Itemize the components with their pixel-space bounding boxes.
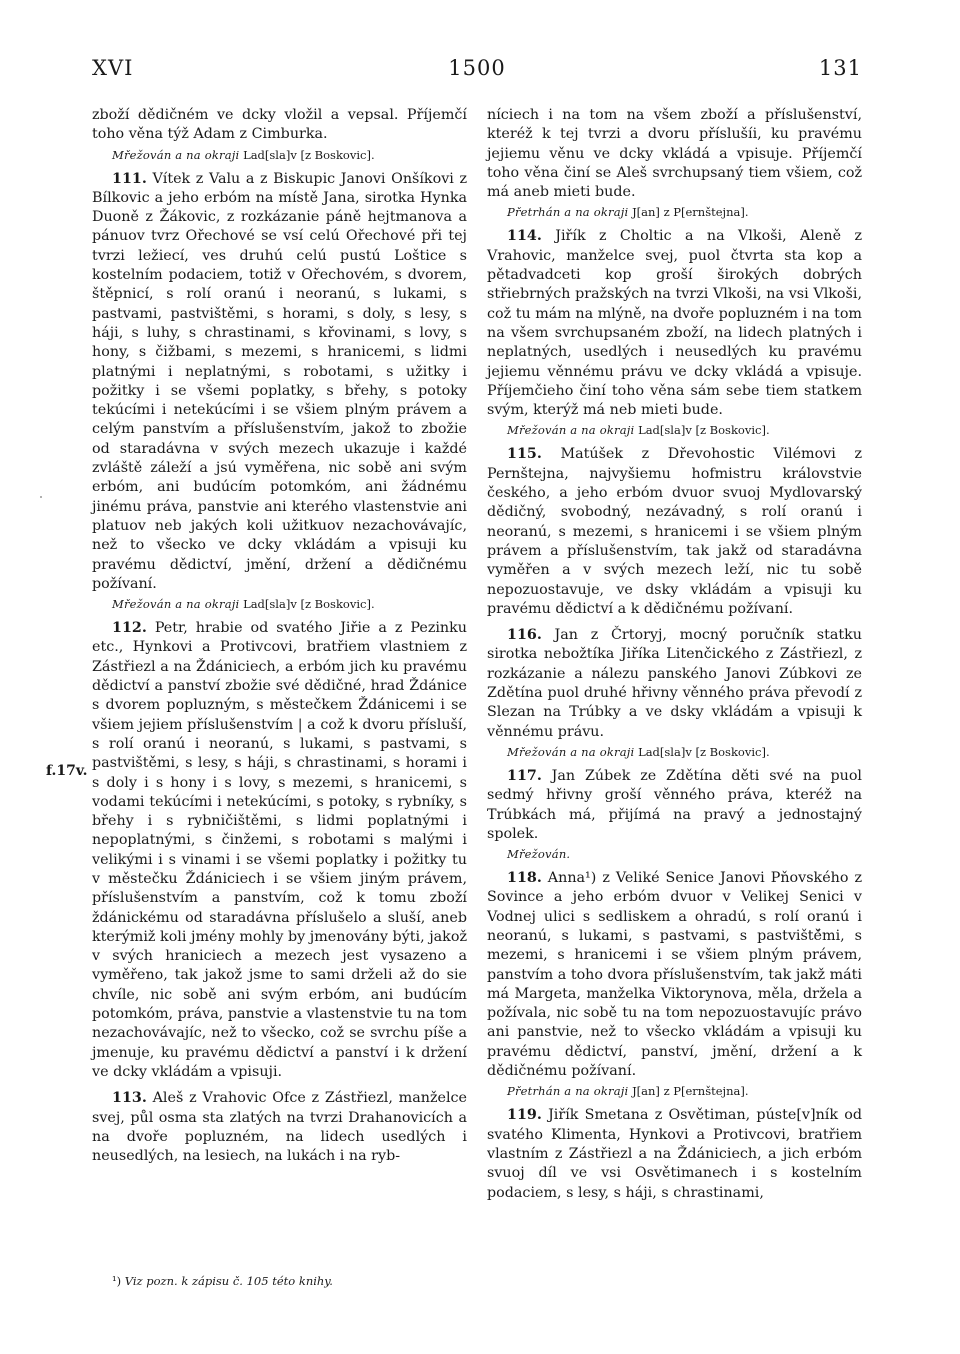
entry-number: 117. <box>507 767 542 784</box>
entry-text: Petr, hrabie od svatého Jiřie a z Pezinku etc., Hynkovi a Protivcovi, bratřiem vlastniem z Zástřiezl a na Ždániciech, a erbóm jich ku pravému dědictví a panství zbožie své dědičné, hrad Ždánice s dvorem popluzným, s městečkem Ždánicemi i se všiem jejiem příslušenstvím | a což k dvoru přísluší, s rolí oranú i neoranú, s lukami, s pastvami, s pastvištěmi, s lesy, s háji, s chrastinami, s horami i s doly i s hony i s lovy, s mezemi, s hranicemi, s vodami tekúcími i netekúcími, s potoky, s rybníky, s břehy i s rybničištěmi, s lidmi poplatnými i nepoplatnými, s činžemi, s robotami s malými i velikými i s vinami i se všemi poplatky i požitky tu v městečku Ždániciech i se všiem jiným právem, příslušenstvím a panstvím, což k tomu zboží ždánickému od staradávna příslušelo a sluší, aneb kterýmiž koli jmény mohly by jmenovány býti, jakož v svých hranicіech a mezech jest vysazeno a vyměřeno, tak jakož jsme to sami drželi až do sie chvíle, nic sobě ani svým erbóm, ani budúcím potomkóm, práva, panstvie a vlastenstvie tu na tom nezachovávajíc, než to všecko, což se svrchu píše a jmenuje, ku pravému dědictví a panství i k držení ve dcky vkládám a vpisuji. <box>92 620 467 1080</box>
entry-text: Jan Zúbek ze Zdětína děti své na puol sedmý hřivny groší věnného práva, kteréž na Trúbkách má, přijímá na pravý a jednostajný spolek. <box>487 767 862 842</box>
entry-number: 118. <box>507 870 542 887</box>
right-column <box>487 106 862 1203</box>
record-entry <box>487 227 862 420</box>
record-entry <box>487 767 862 844</box>
clerk-note-signature: Lad[sla]v [z Boskovic]. <box>638 744 770 759</box>
footnote <box>112 1274 333 1288</box>
clerk-note <box>112 596 467 612</box>
entry-number: 112. <box>112 620 147 637</box>
clerk-note <box>112 147 467 163</box>
left-column <box>92 106 467 1166</box>
clerk-note-signature: Lad[sla]v [z Boskovic]. <box>243 147 375 162</box>
entry-number: 111. <box>112 170 147 187</box>
record-entry <box>487 445 862 619</box>
clerk-note-italic: Mřežován. <box>507 847 571 862</box>
margin-folio-note: f.17v. <box>46 763 88 779</box>
clerk-note-italic: Mřežován a na okraji <box>112 597 240 612</box>
clerk-note <box>507 204 862 220</box>
entry-number: 114. <box>507 228 542 245</box>
clerk-note-signature: Lad[sla]v [z Boskovic]. <box>243 597 375 612</box>
footnote-mark: ¹) <box>112 1274 122 1288</box>
record-entry <box>487 626 862 742</box>
record-entry <box>92 619 467 1082</box>
header-page-number: 131 <box>818 56 862 80</box>
entry-number: 119. <box>507 1107 542 1124</box>
clerk-note-signature: Lad[sla]v [z Boskovic]. <box>638 423 770 438</box>
entry-text: Vítek z Valu a z Biskupic Janovi Onšíkovi z Bílkovic a jeho erbóm na místě Jana, sirotka Hynka Duoně z Žákovic, z rozkázanie páně hejtmanova a pánuov tvrz Ořechové se vsí celú Ořechové při tej tvrzi ležiecí, ves druhú celú pustú Lošticе s kostelním podaciem, totiž v Ořechovém, s dvorem, štěpnicí, s rolí oranú i neoranú, s lukami, s pastvami, pastvištěmi, s horami, s doly, s lesy, s háji, s luhy, s chrastinami, s křovinami, s lovy, s hony, s čižbami, s mezemi, s hranicemi, s lidmi platnými i neplatnými, s robotami, s užitky i požitky i se všemi poplatky, s břehy, s potoky tekúcími i netekúcími i se všiem plným právem a celým panstvím a příslušenstvím, jakož to zbožie od staradávna v svých mezech ukazuje i každé zvláště záleží a jsú vyměřena, nic sobě ani svým erbóm, ani budúcím potomkóm, ani žádnému jinému práva, panstvie ani kterého vlastenstvie ani platuov neb jakých koli užitkuov nezachovávajíc, než to všecko ve dcky vkládám a vpisuji ku pravému dědictví, jmění, držení a dědičnému požívaní. <box>92 170 467 592</box>
entry-text: Jiřík z Choltic a na Vlkoši, Aleně z Vrahovic, manželce svej, puol čtvrta sta kop a pětadvadceti kop groší širokých dobrých střiebrných pražských na tvrzi Vlkoši, na vsi Vlkoši, což tu mám na mlýně, na dvoře popluzném i na tom na všem svrchupsaném zboží, na lidech platných i neplatných, usedlých i neusedlých ku pravému jejiemu věnnému právu ve dcky vkládá a vpisuje. Příjemčieho činí toho věna sám sebe tiem statkem svým, kterýž má neb mieti bude. <box>487 228 863 419</box>
record-entry <box>487 869 862 1081</box>
clerk-note <box>507 846 862 862</box>
clerk-note-italic: Mřežován a na okraji <box>112 147 240 162</box>
header-year: 1500 <box>448 56 506 80</box>
entry-text: Aleš z Vrahovic Ofce z Zástřiezl, manželce svej, půl osma sta zlatých na tvrzi Drahanovicích a na dvoře popluzném, na lidech usedlých i neusedlých, na lesiech, na lukách i na ryb- <box>92 1090 468 1165</box>
clerk-note-italic: Přetrhán a na okraji <box>507 205 629 220</box>
header-chapter: XVI <box>92 56 134 80</box>
footnote-text: Viz pozn. k zápisu č. 105 této knihy. <box>124 1274 333 1288</box>
entry-text: Anna¹) z Veliké Senice Janovi Pňovského z Sovince a jeho erbóm dvuor v Velikej Senici v Vodnej ulici s sedliskem a ohradú, s rolí oranú i neoranú, s lukami, s pastvami, s pastviště̌mi, s mezemi, s hranicemi i se všiem plným právem, panstvím a toho dvora příslušenstvím, tak jakž máti má Margeta, manželka Viktorynova, měla, držela a požívala, nic sobě tu na tom nepozuostavujíc právo ani panstvie, než to všecko vkládám a vpisuji ku pravému dědictví, panství, jmění, držení a k dědičnému požívaní. <box>487 870 862 1080</box>
entry-number: 115. <box>507 446 542 463</box>
entry-number: 116. <box>507 627 542 644</box>
clerk-note <box>507 744 862 760</box>
clerk-note-italic: Mřežován a na okraji <box>507 423 635 438</box>
entry-text: Jan z Črtoryj, mocný poručník statku sirotka nebožtíka Jiříka Litenčického z Zástřiezl, z rozkázanie a nálezu panského Janovi Zúbkovi ze Zdětína puol druhé hřivny věnného práva převodí z Slezan na Trúbky a ve dsky vkládám a vpisuji k věnnému právu. <box>487 627 863 740</box>
entry-text: Matúšek z Dřevohostic Vilémovi z Pernštejna, najvyšiemu hofmistru královstvie českého, a jeho erbóm dvuor svuoj Mydlovarský dědičný, svobodný, nezávadný, s rolí oranú i neoranú, s mezemi, s hranicemi i se všiem plným právem a příslušenstvím, tak jakž od staradávna vyměřen a v svých mezech leží, nic tu sobě nepozuostavuje, ve dsky vkládám a vpisuji ku pravému dědictví a k dědičnému požívaní. <box>487 446 862 617</box>
clerk-note <box>507 422 862 438</box>
clerk-note-signature: J[an] z P[ernštejna]. <box>632 205 749 220</box>
record-entry <box>487 1106 862 1202</box>
clerk-note-italic: Mřežován a na okraji <box>507 744 635 759</box>
page-header <box>92 56 862 82</box>
record-entry <box>92 170 467 595</box>
entry-text: Jiřík Smetana z Osvětiman, púste[v]ník od svatého Klimenta, Hynkovi a Protivcovi, bratřiem vlastním z Zástřiezl a na Ždániciech, a jich erbóm svuoj díl ve vsi Osvětimanech i s kostelním podaciem, s lesy, s háji, s chrastinami, <box>487 1107 863 1201</box>
clerk-note-italic: Přetrhán a na okraji <box>507 1084 629 1099</box>
continued-text: zboží dědičném ve dcky vložil a vepsal. Příjemčí toho věna týž Adam z Cimburka. <box>92 107 467 143</box>
entry-number: 113. <box>112 1090 147 1107</box>
scan-speck <box>40 496 42 498</box>
record-entry <box>92 1089 467 1166</box>
continued-text: níciech i na tom na všem zboží a příslušenství, kteréž k tej tvrzi a dvoru příslušíi, ku pravému jejiemu věnu ve dcky vkládá a vpisuje. Příjemčí toho věna činí se Aleš svrchupsaný tiem všiem, což má aneb mieti bude. <box>487 107 862 201</box>
clerk-note <box>507 1083 862 1099</box>
clerk-note-signature: J[an] z P[ernštejna]. <box>632 1084 749 1099</box>
